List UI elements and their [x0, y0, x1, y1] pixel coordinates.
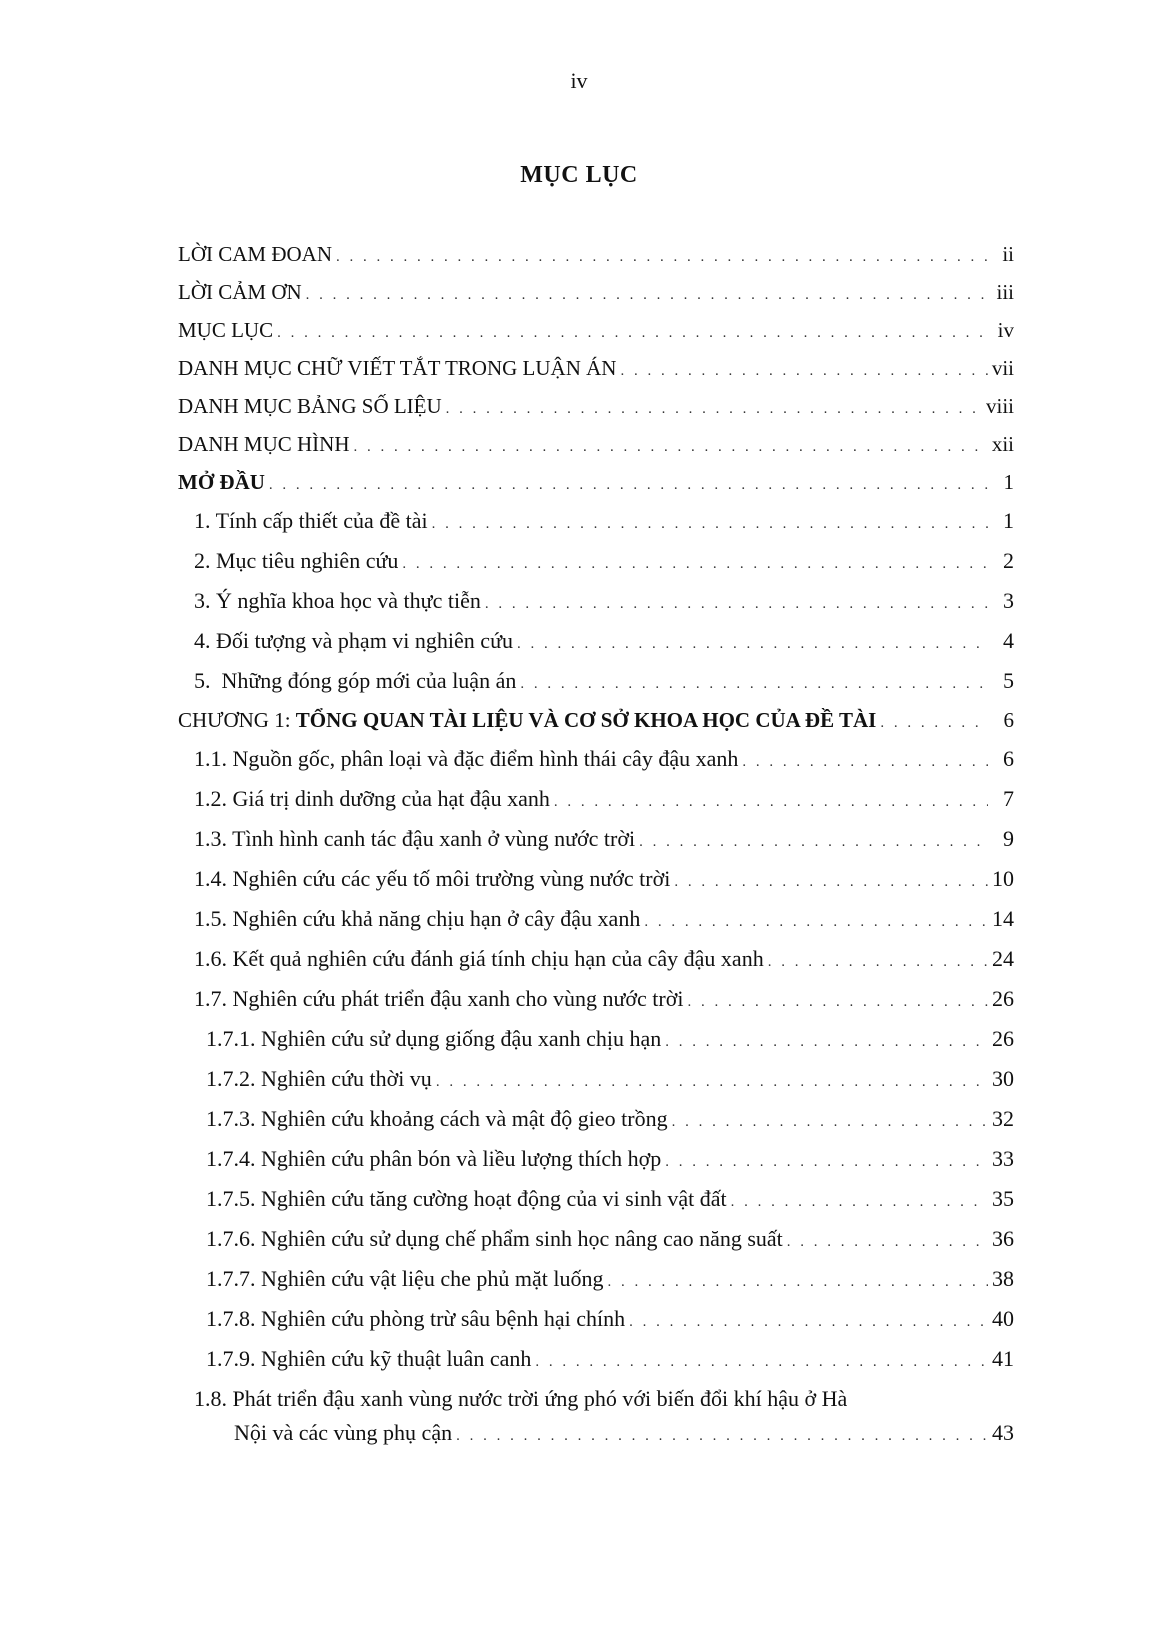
toc-entry-label-line2: Nội và các vùng phụ cận — [234, 1420, 453, 1445]
toc-entry-label: 1.7.7. Nghiên cứu vật liệu che phủ mặt luống — [206, 1266, 604, 1291]
toc-leader-dots — [731, 1194, 988, 1211]
toc-entry-1-3[interactable] — [178, 826, 1014, 866]
toc-leader-dots — [336, 249, 988, 266]
toc-entry-label: 1.7.4. Nghiên cứu phân bón và liều lượng thích hợp — [206, 1146, 662, 1171]
toc-entry-label: 1.7.6. Nghiên cứu sử dụng chế phẩm sinh học nâng cao năng suất — [206, 1226, 783, 1251]
toc-entry-1-7-1[interactable] — [178, 1026, 1014, 1066]
toc-entry-intro-4[interactable] — [178, 628, 1014, 668]
toc-leader-dots — [456, 1428, 988, 1445]
toc-entry-page: vii — [991, 356, 1014, 380]
toc-entry-loi-cam-on[interactable] — [178, 280, 1014, 318]
toc-entry-loi-cam-doan[interactable] — [178, 242, 1014, 280]
toc-leader-dots — [607, 1274, 988, 1291]
toc-entry-1-7-3[interactable] — [178, 1106, 1014, 1146]
toc-leader-dots — [644, 914, 988, 931]
toc-leader-dots — [436, 1074, 988, 1091]
toc-entry-1-5[interactable] — [178, 906, 1014, 946]
toc-entry-page: 33 — [992, 1146, 1014, 1171]
toc-entry-label: 1.4. Nghiên cứu các yếu tố môi trường vùng nước trời — [194, 866, 671, 891]
toc-entry-1-8[interactable] — [178, 1386, 1014, 1460]
toc-entry-label: DANH MỤC BẢNG SỐ LIỆU — [178, 394, 442, 418]
toc-leader-dots — [277, 325, 988, 342]
toc-entry-label: LỜI CAM ĐOAN — [178, 242, 332, 266]
toc-leader-dots — [674, 874, 988, 891]
toc-entry-label: 1.1. Nguồn gốc, phân loại và đặc điểm hình thái cây đậu xanh — [194, 746, 739, 771]
table-of-contents — [178, 242, 1014, 1460]
toc-entry-label: 1.2. Giá trị dinh dưỡng của hạt đậu xanh — [194, 786, 550, 811]
toc-entry-label: 1.7.2. Nghiên cứu thời vụ — [206, 1066, 432, 1091]
toc-leader-dots — [687, 994, 988, 1011]
toc-entry-1-7[interactable] — [178, 986, 1014, 1026]
toc-entry-label: 1. Tính cấp thiết của đề tài — [194, 508, 428, 533]
toc-entry-page: 9 — [1003, 826, 1014, 851]
toc-entry-page: 36 — [992, 1226, 1014, 1251]
toc-entry-page: 6 — [1003, 708, 1014, 732]
toc-entry-1-4[interactable] — [178, 866, 1014, 906]
toc-leader-dots — [742, 754, 988, 771]
toc-entry-page: 41 — [992, 1346, 1014, 1371]
toc-entry-chapter-1[interactable] — [178, 708, 1014, 746]
toc-entry-page: 4 — [1003, 628, 1014, 653]
toc-entry-page: 32 — [992, 1106, 1014, 1131]
toc-entry-page: 35 — [992, 1186, 1014, 1211]
toc-chapter-title: TỔNG QUAN TÀI LIỆU VÀ CƠ SỞ KHOA HỌC CỦA ĐỀ TÀI — [295, 708, 877, 732]
toc-entry-1-2[interactable] — [178, 786, 1014, 826]
toc-entry-label: 1.7. Nghiên cứu phát triển đậu xanh cho vùng nước trời — [194, 986, 684, 1011]
toc-entry-1-7-6[interactable] — [178, 1226, 1014, 1266]
toc-entry-intro-3[interactable] — [178, 588, 1014, 628]
toc-entry-label: 1.7.1. Nghiên cứu sử dụng giống đậu xanh chịu hạn — [206, 1026, 662, 1051]
toc-entry-page: 2 — [1003, 548, 1014, 573]
toc-entry-label: 1.5. Nghiên cứu khả năng chịu hạn ở cây đậu xanh — [194, 906, 641, 931]
toc-entry-page: iii — [996, 280, 1014, 304]
toc-leader-dots — [446, 401, 982, 418]
toc-leader-dots — [535, 1354, 988, 1371]
toc-entry-page: 5 — [1003, 668, 1014, 693]
toc-entry-label: 1.7.9. Nghiên cứu kỹ thuật luân canh — [206, 1346, 532, 1371]
toc-entry-label: 3. Ý nghĩa khoa học và thực tiễn — [194, 588, 481, 613]
toc-entry-1-7-9[interactable] — [178, 1346, 1014, 1386]
toc-entry-1-7-4[interactable] — [178, 1146, 1014, 1186]
toc-leader-dots — [485, 596, 988, 613]
toc-leader-dots — [665, 1034, 988, 1051]
toc-leader-dots — [672, 1114, 988, 1131]
toc-entry-label: 1.3. Tình hình canh tác đậu xanh ở vùng nước trời — [194, 826, 636, 851]
toc-leader-dots — [520, 676, 988, 693]
toc-leader-dots — [620, 363, 987, 380]
toc-entry-label: DANH MỤC HÌNH — [178, 432, 350, 456]
toc-entry-intro-1[interactable] — [178, 508, 1014, 548]
toc-entry-label: 1.7.3. Nghiên cứu khoảng cách và mật độ gieo trồng — [206, 1106, 668, 1131]
toc-leader-dots — [665, 1154, 988, 1171]
toc-entry-1-6[interactable] — [178, 946, 1014, 986]
toc-entry-page: 1 — [1003, 508, 1014, 533]
toc-entry-label: 5. Những đóng góp mới của luận án — [194, 668, 517, 693]
toc-entry-page: 10 — [992, 866, 1014, 891]
toc-leader-dots — [432, 516, 988, 533]
toc-entry-label: 4. Đối tượng và phạm vi nghiên cứu — [194, 628, 513, 653]
toc-leader-dots — [787, 1234, 988, 1251]
toc-leader-dots — [517, 636, 988, 653]
toc-leader-dots — [269, 477, 988, 494]
toc-entry-1-7-2[interactable] — [178, 1066, 1014, 1106]
toc-entry-page: 43 — [992, 1420, 1014, 1445]
toc-entry-danh-muc-hinh[interactable] — [178, 432, 1014, 470]
toc-entry-page: viii — [985, 394, 1014, 418]
toc-entry-page: 38 — [992, 1266, 1014, 1291]
toc-entry-muc-luc[interactable] — [178, 318, 1014, 356]
toc-leader-dots — [880, 715, 988, 732]
toc-entry-page: 24 — [992, 946, 1014, 971]
toc-entry-intro-2[interactable] — [178, 548, 1014, 588]
toc-entry-intro-5[interactable] — [178, 668, 1014, 708]
toc-entry-1-1[interactable] — [178, 746, 1014, 786]
toc-leader-dots — [354, 439, 988, 456]
toc-entry-1-7-8[interactable] — [178, 1306, 1014, 1346]
toc-entry-page: 30 — [992, 1066, 1014, 1091]
toc-entry-label: 1.7.8. Nghiên cứu phòng trừ sâu bệnh hại chính — [206, 1306, 626, 1331]
toc-entry-label: 1.6. Kết quả nghiên cứu đánh giá tính chịu hạn của cây đậu xanh — [194, 946, 764, 971]
toc-entry-label: MỤC LỤC — [178, 318, 274, 342]
toc-chapter-prefix: CHƯƠNG 1: — [178, 708, 296, 732]
toc-entry-page: 6 — [1003, 746, 1014, 771]
page-title: MỤC LỤC — [520, 162, 638, 188]
toc-leader-dots — [639, 834, 988, 851]
toc-entry-label: 1.7.5. Nghiên cứu tăng cường hoạt động của vi sinh vật đất — [206, 1186, 727, 1211]
page-number: iv — [570, 68, 588, 93]
toc-entry-label: MỞ ĐẦU — [178, 470, 265, 494]
toc-entry-mo-dau[interactable] — [178, 470, 1014, 508]
toc-entry-page: 3 — [1003, 588, 1014, 613]
toc-entry-page: ii — [1002, 242, 1014, 266]
toc-leader-dots — [629, 1314, 988, 1331]
toc-chapter-heading — [178, 708, 876, 733]
toc-entry-page: 14 — [992, 906, 1014, 931]
toc-entry-page: 40 — [992, 1306, 1014, 1331]
toc-entry-1-7-7[interactable] — [178, 1266, 1014, 1306]
toc-entry-danh-muc-bang[interactable] — [178, 394, 1014, 432]
toc-leader-dots — [306, 287, 988, 304]
toc-entry-page: iv — [997, 318, 1014, 342]
toc-entry-label: 2. Mục tiêu nghiên cứu — [194, 548, 399, 573]
toc-entry-label: DANH MỤC CHỮ VIẾT TẮT TRONG LUẬN ÁN — [178, 356, 617, 380]
toc-entry-danh-muc-chu-viet-tat[interactable] — [178, 356, 1014, 394]
toc-leader-dots — [554, 794, 988, 811]
toc-entry-page: 7 — [1003, 786, 1014, 811]
toc-leader-dots — [768, 954, 988, 971]
toc-entry-page: 26 — [992, 986, 1014, 1011]
toc-entry-label: LỜI CẢM ƠN — [178, 280, 302, 304]
toc-entry-1-7-5[interactable] — [178, 1186, 1014, 1226]
toc-entry-page: xii — [991, 432, 1014, 456]
toc-entry-page: 26 — [992, 1026, 1014, 1051]
toc-entry-page: 1 — [1003, 470, 1014, 494]
toc-leader-dots — [402, 556, 988, 573]
toc-entry-label-line1: 1.8. Phát triển đậu xanh vùng nước trời ứng phó với biến đổi khí hậu ở Hà — [194, 1386, 848, 1411]
